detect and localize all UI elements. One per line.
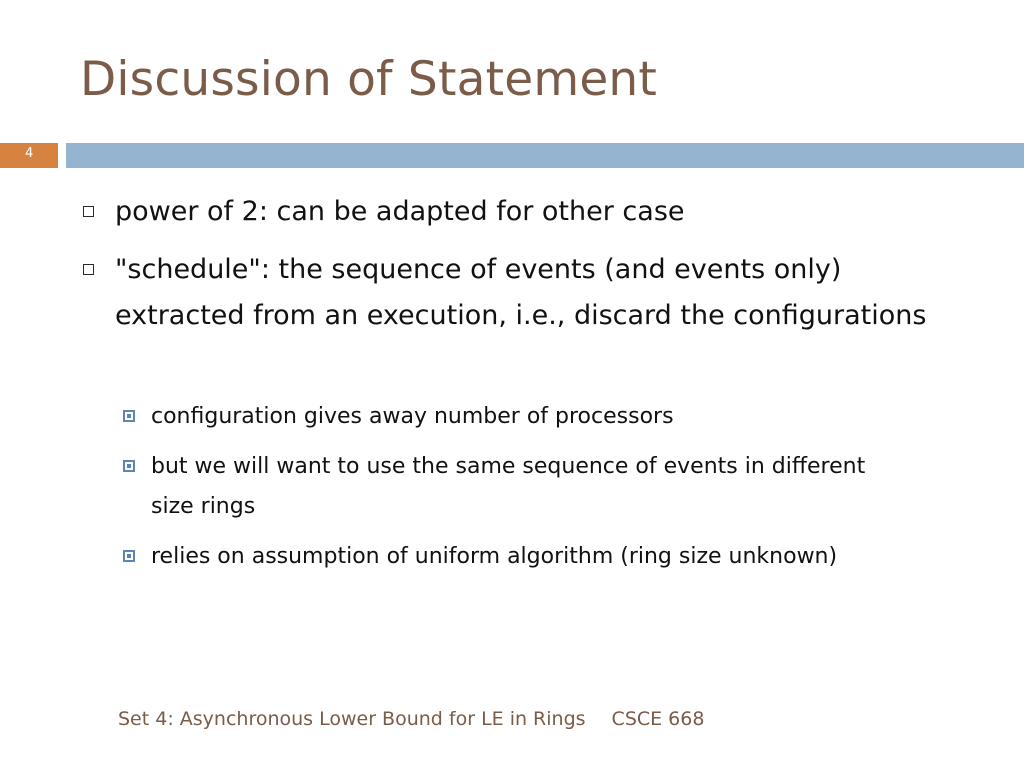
filled-square-bullet-icon — [123, 410, 135, 422]
slide-title: Discussion of Statement — [80, 52, 658, 107]
bullet-item — [115, 189, 995, 235]
bullet-item — [115, 247, 965, 339]
sub-bullet-item — [151, 447, 911, 527]
filled-square-bullet-icon — [123, 460, 135, 472]
footer-set-title: Set 4: Asynchronous Lower Bound for LE in Rings — [118, 708, 586, 730]
footer-course: CSCE 668 — [611, 708, 705, 730]
sub-bullet-text: configuration gives away number of processors — [151, 404, 674, 429]
hollow-square-bullet-icon — [83, 264, 94, 275]
bullet-text: "schedule": the sequence of events (and events only) extracted from an execution, i.e., discard the configurations — [115, 254, 927, 331]
slide-footer — [118, 708, 704, 730]
title-divider-bar — [66, 143, 1024, 168]
sub-bullet-item — [151, 397, 1011, 437]
bullet-text: power of 2: can be adapted for other case — [115, 196, 685, 227]
sub-bullet-item — [151, 537, 1011, 577]
filled-square-bullet-icon — [123, 550, 135, 562]
hollow-square-bullet-icon — [83, 206, 94, 217]
slide-number: 4 — [25, 146, 34, 161]
sub-bullet-text: relies on assumption of uniform algorithm (ring size unknown) — [151, 544, 838, 569]
sub-bullet-text: but we will want to use the same sequence of events in different size rings — [151, 454, 866, 519]
